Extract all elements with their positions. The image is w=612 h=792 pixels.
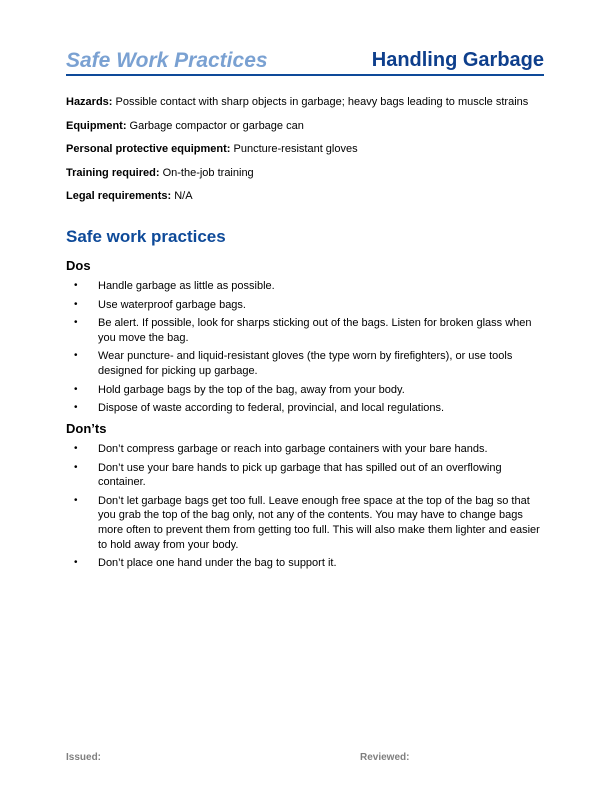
list-item xyxy=(66,383,550,398)
bullet-icon: • xyxy=(74,350,78,362)
field-label: Hazards: xyxy=(66,96,113,108)
list-item xyxy=(66,279,550,294)
series-title: Safe Work Practices xyxy=(66,49,268,72)
field-equipment xyxy=(66,119,546,143)
issued-label: Issued: xyxy=(66,752,102,763)
list-item xyxy=(66,298,550,313)
list-item xyxy=(66,556,550,571)
field-value: Puncture-resistant gloves xyxy=(230,143,358,156)
bullet-icon: • xyxy=(74,280,78,291)
list-item xyxy=(66,461,550,490)
list-item xyxy=(66,401,550,416)
bullet-icon: • xyxy=(74,494,78,506)
list-item-text: Don’t compress garbage or reach into garbage containers with your bare hands. xyxy=(98,443,488,455)
bullet-icon: • xyxy=(74,298,78,310)
list-item-text: Don’t let garbage bags get too full. Leave enough free space at the top of the bag so that you grab the top of the bag only, not any of the contents. You may have to change bags more often to prevent them from getting too full. This will also make them lighter and easier to hold away from your body. xyxy=(98,494,540,551)
list-item-text: Don’t use your bare hands to pick up garbage that has spilled out of an overflowing container. xyxy=(98,461,502,489)
bullet-icon: • xyxy=(74,402,78,414)
list-item-text: Wear puncture- and liquid-resistant gloves (the type worn by firefighters), or use tools designed for picking up garbage. xyxy=(98,350,513,377)
list-item xyxy=(66,442,550,457)
list-item-text: Handle garbage as little as possible. xyxy=(98,280,275,292)
summary-fields xyxy=(66,95,546,213)
document-header xyxy=(66,48,544,76)
bullet-icon: • xyxy=(74,317,78,329)
reviewed-label: Reviewed: xyxy=(360,752,410,763)
section-title: Safe work practices xyxy=(66,227,226,246)
bullet-icon: • xyxy=(74,557,78,569)
field-training xyxy=(66,166,546,190)
dos-list xyxy=(66,279,550,420)
donts-list xyxy=(66,442,550,575)
list-item xyxy=(66,316,550,345)
field-label: Training required: xyxy=(66,166,160,179)
list-item-text: Hold garbage bags by the top of the bag, away from your body. xyxy=(98,383,405,396)
field-label: Equipment: xyxy=(66,119,127,132)
field-value: Garbage compactor or garbage can xyxy=(126,119,304,132)
field-hazards xyxy=(66,95,546,119)
document-title: Handling Garbage xyxy=(371,49,544,71)
field-value: N/A xyxy=(171,190,193,203)
field-ppe xyxy=(66,142,546,166)
field-value: On-the-job training xyxy=(159,166,254,179)
donts-heading: Don’ts xyxy=(66,421,107,436)
list-item xyxy=(66,349,550,378)
list-item-text: Dispose of waste according to federal, provincial, and local regulations. xyxy=(98,402,445,415)
field-label: Legal requirements: xyxy=(66,190,172,203)
field-value: Possible contact with sharp objects in garbage; heavy bags leading to muscle strains xyxy=(112,96,529,108)
field-label: Personal protective equipment: xyxy=(66,143,231,156)
field-legal xyxy=(66,189,546,213)
bullet-icon: • xyxy=(74,443,78,454)
list-item-text: Don’t place one hand under the bag to support it. xyxy=(98,557,337,570)
bullet-icon: • xyxy=(74,383,78,395)
list-item xyxy=(66,494,550,552)
bullet-icon: • xyxy=(74,461,78,473)
list-item-text: Use waterproof garbage bags. xyxy=(98,298,246,311)
list-item-text: Be alert. If possible, look for sharps sticking out of the bags. Listen for broken glass when you move the bag. xyxy=(98,317,532,344)
dos-heading: Dos xyxy=(66,258,91,273)
